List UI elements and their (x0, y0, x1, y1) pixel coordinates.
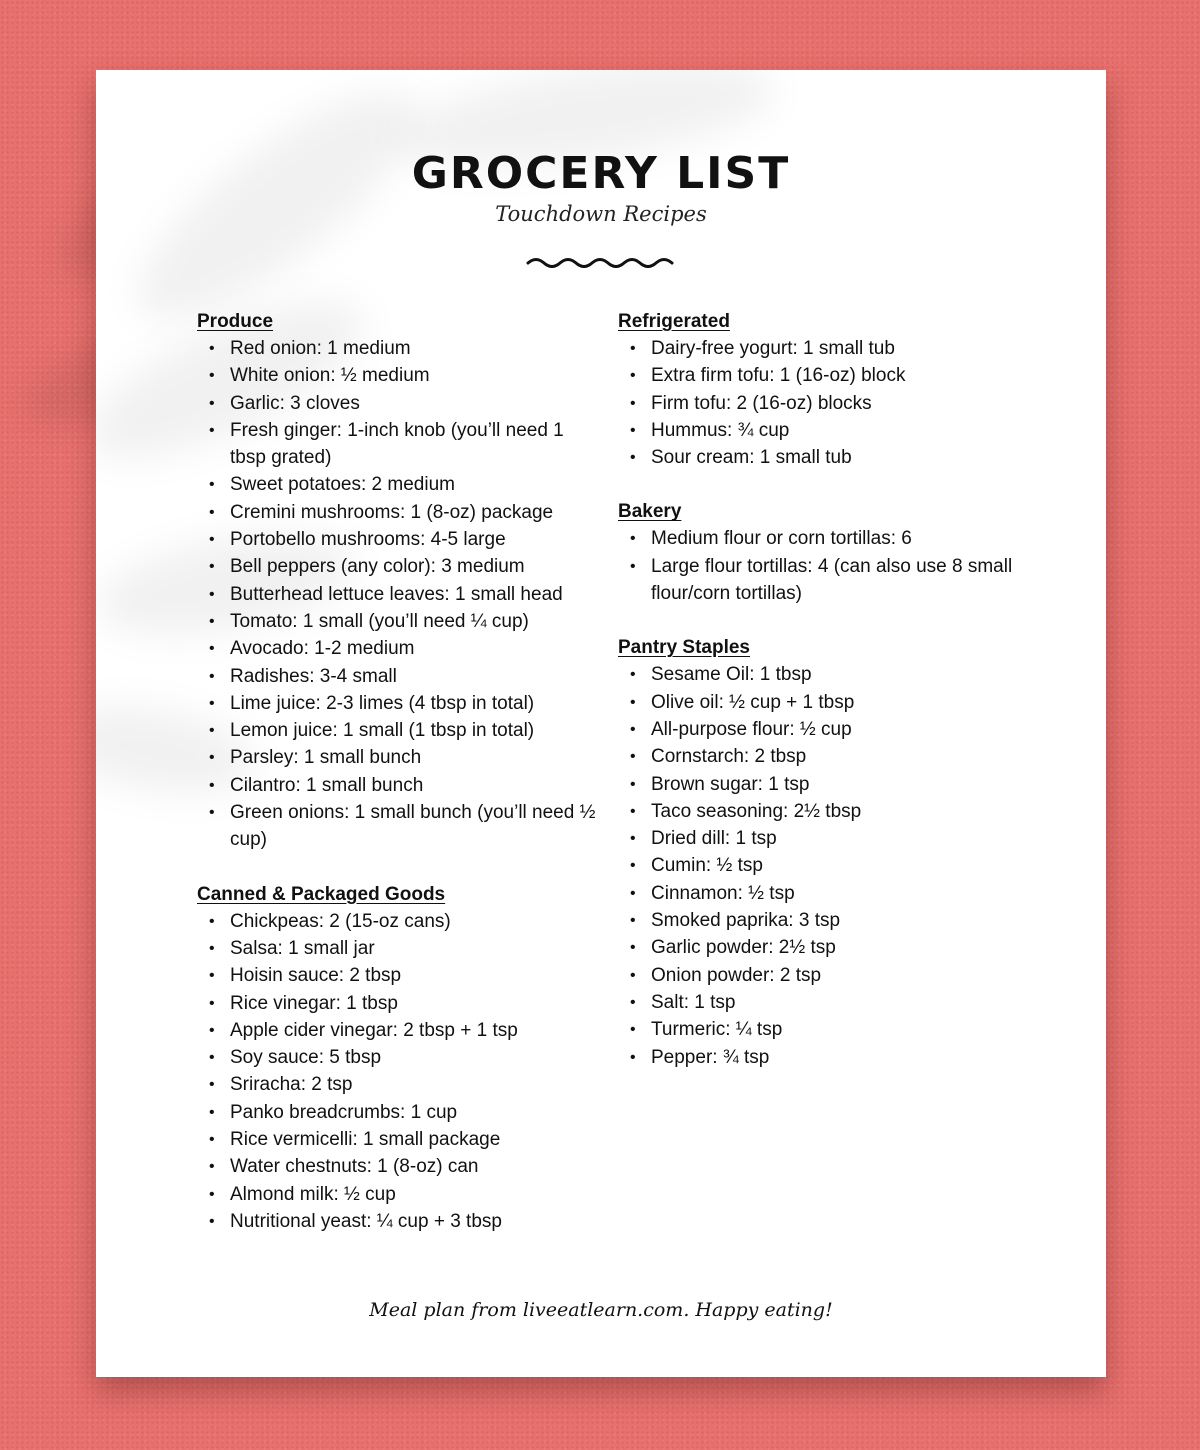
list-item-text: Smoked paprika: 3 tsp (651, 910, 841, 932)
item-list (618, 335, 1018, 471)
list-item (197, 663, 597, 690)
bullet-icon: • (630, 993, 636, 1011)
list-item-text: Portobello mushrooms: 4-5 large (230, 529, 506, 551)
list-item-text: Garlic: 3 cloves (230, 392, 360, 414)
list-item-text: Red onion: 1 medium (230, 338, 411, 359)
list-item-text: Hummus: ¾ cup (651, 419, 790, 441)
list-item (618, 989, 1018, 1016)
bullet-icon: • (630, 1021, 636, 1039)
list-item-text: Cumin: ½ tsp (651, 855, 763, 877)
list-item (197, 1126, 597, 1153)
list-item-text: Rice vermicelli: 1 small package (230, 1129, 501, 1151)
list-item-text: Large flour tortillas: 4 (can also use 8 small flour/corn tortillas) (651, 555, 1013, 605)
list-item-text: Firm tofu: 2 (16-oz) blocks (651, 392, 872, 414)
list-item-text: Extra firm tofu: 1 (16-oz) block (651, 365, 906, 387)
list-item (618, 825, 1018, 852)
bullet-icon: • (209, 1131, 215, 1149)
bullet-icon: • (630, 1048, 636, 1066)
list-item (197, 417, 597, 472)
list-item (197, 390, 597, 417)
item-list (618, 525, 1018, 607)
list-item-text: Radishes: 3-4 small (230, 665, 397, 687)
list-item-text: Hoisin sauce: 2 tbsp (230, 965, 402, 987)
bullet-icon: • (630, 530, 636, 548)
list-item-text: Sour cream: 1 small tub (651, 447, 852, 469)
list-item (197, 635, 597, 662)
bullet-icon: • (209, 667, 215, 685)
list-item-text: Green onions: 1 small bunch (you’ll need ½ cup) (230, 802, 596, 851)
list-item-text: Parsley: 1 small bunch (230, 747, 422, 769)
list-item (197, 553, 597, 580)
list-item (618, 1044, 1018, 1071)
list-item-text: Taco seasoning: 2½ tbsp (651, 800, 862, 822)
item-list (197, 335, 597, 854)
bullet-icon: • (209, 340, 215, 357)
bullet-icon: • (209, 476, 215, 494)
list-item (197, 1181, 597, 1208)
list-item (618, 661, 1018, 688)
bullet-icon: • (209, 694, 215, 712)
bullet-icon: • (630, 884, 636, 902)
bullet-icon: • (209, 912, 215, 930)
section-canned-packaged-goods (197, 881, 597, 1236)
list-item-text: Olive oil: ½ cup + 1 tbsp (651, 691, 855, 713)
bullet-icon: • (630, 802, 636, 820)
bullet-icon: • (209, 776, 215, 794)
bullet-icon: • (630, 394, 636, 412)
list-item (197, 1153, 597, 1180)
section-title: Bakery (618, 501, 682, 523)
list-item (618, 934, 1018, 961)
list-item (618, 907, 1018, 934)
list-item-text: Salsa: 1 small jar (230, 937, 375, 959)
grocery-list-sheet (96, 70, 1106, 1377)
list-item (197, 471, 597, 498)
list-item-text: Sweet potatoes: 2 medium (230, 474, 455, 496)
item-list (618, 661, 1018, 1070)
list-item-text: All-purpose flour: ½ cup (651, 718, 852, 740)
bullet-icon: • (209, 967, 215, 985)
bullet-icon: • (630, 421, 636, 439)
item-list (197, 908, 597, 1236)
list-item-text: Cilantro: 1 small bunch (230, 774, 424, 796)
bullet-icon: • (630, 748, 636, 766)
list-item (197, 608, 597, 635)
list-item (197, 717, 597, 744)
bullet-icon: • (209, 585, 215, 603)
bullet-icon: • (630, 775, 636, 793)
page-title: GROCERY LIST (411, 148, 791, 199)
list-item (618, 962, 1018, 989)
list-item (197, 362, 597, 389)
bullet-icon: • (209, 1103, 215, 1121)
wavy-line-icon (526, 256, 676, 270)
bullet-icon: • (630, 912, 636, 930)
list-item (197, 1099, 597, 1126)
list-item-text: Cinnamon: ½ tsp (651, 882, 795, 904)
page-subtitle: Touchdown Recipes (495, 202, 707, 226)
list-item-text: Nutritional yeast: ¼ cup + 3 tbsp (230, 1210, 502, 1232)
list-item (197, 962, 597, 989)
list-item-text: Butterhead lettuce leaves: 1 small head (230, 583, 563, 605)
list-item-text: Soy sauce: 5 tbsp (230, 1047, 382, 1069)
list-item (197, 335, 597, 362)
list-item (197, 1017, 597, 1044)
section-pantry-staples (618, 634, 1018, 1070)
list-item-text: Onion powder: 2 tsp (651, 964, 822, 986)
list-item (197, 499, 597, 526)
list-item (618, 1016, 1018, 1043)
list-item-text: Tomato: 1 small (you’ll need ¼ cup) (230, 610, 529, 632)
list-item (197, 908, 597, 935)
list-item-text: White onion: ½ medium (230, 365, 430, 387)
bullet-icon: • (209, 531, 215, 549)
bullet-icon: • (630, 830, 636, 848)
bullet-icon: • (630, 449, 636, 467)
bullet-icon: • (630, 666, 636, 684)
list-item-text: Almond milk: ½ cup (230, 1183, 396, 1205)
list-item-text: Sesame Oil: 1 tbsp (651, 664, 812, 686)
list-item (197, 1208, 597, 1235)
list-item (618, 417, 1018, 444)
list-item-text: Rice vinegar: 1 tbsp (230, 992, 398, 1014)
bullet-icon: • (209, 558, 215, 576)
bullet-icon: • (630, 693, 636, 711)
list-item (618, 743, 1018, 770)
bullet-icon: • (209, 421, 215, 439)
list-item (197, 744, 597, 771)
list-item (197, 935, 597, 962)
section-refrigerated (618, 308, 1018, 471)
bullet-icon: • (630, 367, 636, 385)
list-item-text: Panko breadcrumbs: 1 cup (230, 1101, 458, 1123)
section-title: Canned & Packaged Goods (197, 883, 446, 905)
list-item (618, 689, 1018, 716)
list-item (197, 799, 597, 854)
bullet-icon: • (209, 1076, 215, 1094)
section-bakery (618, 498, 1018, 607)
list-item (618, 798, 1018, 825)
list-item (197, 990, 597, 1017)
list-item-text: Turmeric: ¼ tsp (651, 1019, 783, 1041)
bullet-icon: • (630, 857, 636, 875)
list-item-text: Apple cider vinegar: 2 tbsp + 1 tsp (230, 1019, 518, 1041)
list-item (618, 362, 1018, 389)
list-item (197, 526, 597, 553)
bullet-icon: • (209, 939, 215, 957)
bullet-icon: • (209, 722, 215, 740)
list-item-text: Cornstarch: 2 tbsp (651, 746, 807, 768)
footer-note: Meal plan from liveeatlearn.com. Happy eating! (369, 1299, 833, 1321)
list-item (618, 335, 1018, 362)
bullet-icon: • (209, 1158, 215, 1176)
bullet-icon: • (630, 557, 636, 575)
list-item (618, 880, 1018, 907)
list-item-text: Pepper: ¾ tsp (651, 1046, 770, 1068)
bullet-icon: • (209, 1021, 215, 1039)
bullet-icon: • (209, 394, 215, 412)
list-item-text: Dairy-free yogurt: 1 small tub (651, 338, 895, 359)
bullet-icon: • (209, 804, 215, 822)
list-item-text: Garlic powder: 2½ tsp (651, 937, 836, 959)
list-item (618, 553, 1018, 608)
list-item (197, 581, 597, 608)
section-title: Pantry Staples (618, 637, 750, 659)
list-item (618, 852, 1018, 879)
list-item-text: Cremini mushrooms: 1 (8-oz) package (230, 501, 554, 523)
list-item (197, 1044, 597, 1071)
list-item-text: Medium flour or corn tortillas: 6 (651, 528, 912, 550)
bullet-icon: • (630, 966, 636, 984)
bullet-icon: • (209, 640, 215, 658)
list-item-text: Chickpeas: 2 (15-oz cans) (230, 910, 451, 932)
list-item-text: Fresh ginger: 1-inch knob (you’ll need 1 tbsp grated) (230, 419, 564, 469)
list-item-text: Brown sugar: 1 tsp (651, 773, 810, 795)
list-item-text: Lime juice: 2-3 limes (4 tbsp in total) (230, 692, 535, 714)
list-item-text: Water chestnuts: 1 (8-oz) can (230, 1156, 479, 1178)
bullet-icon: • (209, 1185, 215, 1203)
bullet-icon: • (209, 994, 215, 1012)
list-item (618, 444, 1018, 471)
list-item-text: Avocado: 1-2 medium (230, 638, 415, 660)
list-item-text: Sriracha: 2 tsp (230, 1074, 353, 1096)
right-column (618, 308, 1018, 1098)
bullet-icon: • (209, 1212, 215, 1230)
list-item-text: Salt: 1 tsp (651, 991, 736, 1013)
bullet-icon: • (630, 939, 636, 957)
bullet-icon: • (209, 749, 215, 767)
list-item (197, 690, 597, 717)
section-produce (197, 308, 597, 854)
list-item-text: Bell peppers (any color): 3 medium (230, 556, 525, 578)
section-title: Refrigerated (618, 311, 730, 332)
list-item (618, 771, 1018, 798)
list-item (618, 525, 1018, 552)
list-item (618, 390, 1018, 417)
list-item (197, 772, 597, 799)
list-item (618, 716, 1018, 743)
bullet-icon: • (209, 503, 215, 521)
list-item (197, 1071, 597, 1098)
list-item-text: Dried dill: 1 tsp (651, 828, 777, 850)
left-column (197, 308, 597, 1262)
bullet-icon: • (209, 367, 215, 385)
bullet-icon: • (630, 340, 636, 357)
bullet-icon: • (209, 612, 215, 630)
list-item-text: Lemon juice: 1 small (1 tbsp in total) (230, 720, 535, 742)
section-title: Produce (197, 311, 274, 332)
bullet-icon: • (630, 720, 636, 738)
bullet-icon: • (209, 1049, 215, 1067)
